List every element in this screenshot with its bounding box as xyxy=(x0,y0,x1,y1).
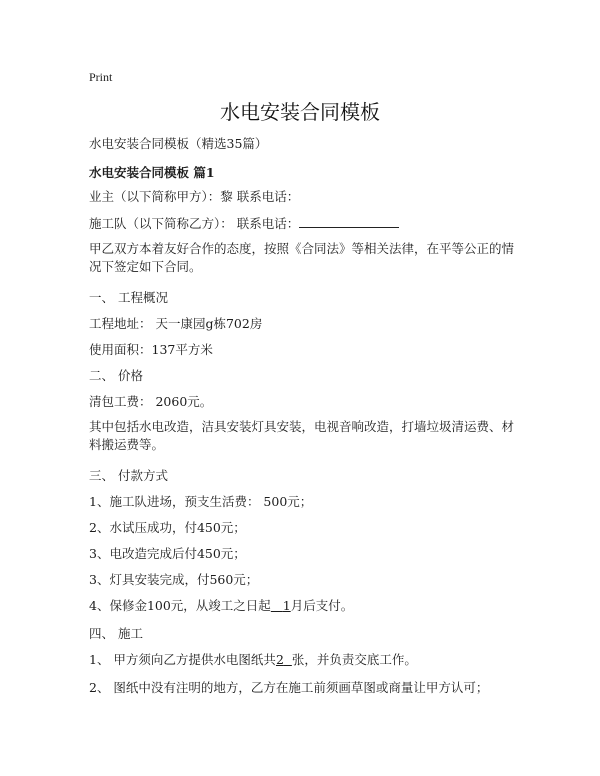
section-heading: 水电安装合同模板 篇1 xyxy=(89,165,215,180)
section-1-title: 一、 工程概况 xyxy=(89,290,168,305)
section-4-title: 四、 施工 xyxy=(89,626,143,641)
party-a-line: 业主（以下简称甲方）：黎 联系电话： xyxy=(89,189,300,204)
payment-item-3: 3、电改造完成后付450元； xyxy=(89,546,246,561)
print-link[interactable]: Print xyxy=(89,70,113,84)
section-3-title: 三、 付款方式 xyxy=(89,468,168,483)
party-b-line xyxy=(89,214,399,232)
payment-item-1: 1、施工队进场，预支生活费： 500元； xyxy=(89,494,313,509)
construction-item-1-pre: 1、 甲方须向乙方提供水电图纸共 xyxy=(89,652,276,667)
intro-paragraph: 甲乙双方本着友好合作的态度，按照《合同法》等相关法律，在平等公正的情况下签定如下合同。 xyxy=(89,241,515,274)
payment-item-2: 2、水试压成功，付450元； xyxy=(89,520,246,535)
payment-item-5-post: 月后支付。 xyxy=(290,598,354,613)
document-subtitle: 水电安装合同模板（精选35篇） xyxy=(89,136,268,151)
phone-blank xyxy=(299,215,399,228)
payment-item-5-fill: 1 xyxy=(282,598,291,613)
payment-item-4: 3、灯具安装完成，付560元； xyxy=(89,572,259,587)
payment-item-5-pre: 4、保修金100元，从竣工之日起 xyxy=(89,598,271,613)
usable-area: 使用面积：137平方米 xyxy=(89,342,213,357)
project-address: 工程地址： 天一康园g栋702房 xyxy=(89,316,263,331)
labor-fee: 清包工费： 2060元。 xyxy=(89,394,213,409)
construction-item-2: 2、 图纸中没有注明的地方，乙方在施工前须画草图或商量让甲方认可； xyxy=(89,680,489,695)
construction-item-1 xyxy=(89,650,417,668)
construction-item-1-post: 张，并负责交底工作。 xyxy=(291,652,417,667)
section-2-title: 二、 价格 xyxy=(89,368,143,383)
party-b-text: 施工队（以下简称乙方）： 联系电话： xyxy=(89,216,300,231)
page-title: 水电安装合同模板 xyxy=(220,100,380,124)
fee-detail: 其中包括水电改造，洁具安装灯具安装，电视音响改造，打墙垃圾清运费、材料搬运费等。 xyxy=(89,419,515,452)
construction-item-1-fill: 2 xyxy=(275,652,284,667)
payment-item-5 xyxy=(89,596,353,614)
